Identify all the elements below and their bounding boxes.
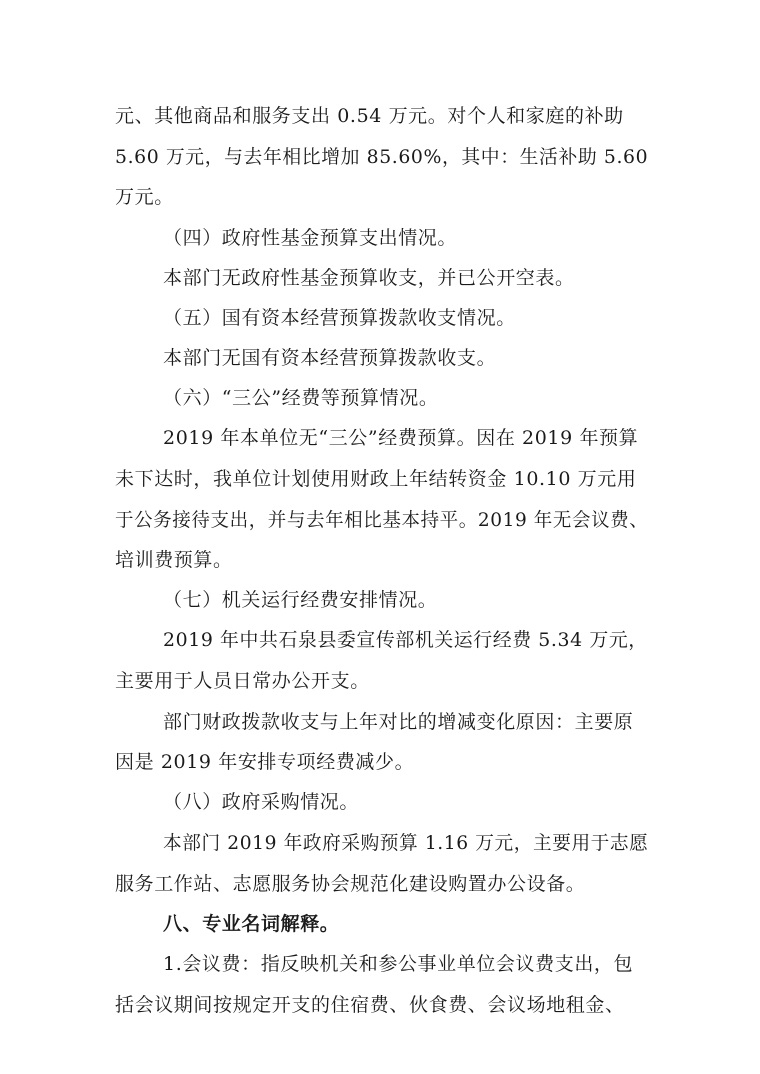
text-line: 未下达时，我单位计划使用财政上年结转资金 10.10 万元用 (115, 468, 637, 490)
text-line: 主要用于人员日常办公开支。 (115, 670, 370, 692)
text-line: 于公务接待支出，并与去年相比基本持平。2019 年无会议费、 (115, 509, 649, 531)
text-line: 本部门无政府性基金预算收支，并已公开空表。 (163, 267, 575, 289)
section-heading-5: （五）国有资本经营预算拨款收支情况。 (163, 307, 516, 329)
section-heading-7: （七）机关运行经费安排情况。 (163, 589, 438, 611)
section-heading-4: （四）政府性基金预算支出情况。 (163, 227, 458, 249)
section-heading-8: （八）政府采购情况。 (163, 791, 360, 813)
text-line: 服务工作站、志愿服务协会规范化建设购置办公设备。 (115, 873, 586, 895)
section-heading-6: （六）“三公”经费等预算情况。 (163, 387, 439, 409)
text-line: 本部门无国有资本经营预算拨款收支。 (163, 347, 497, 369)
text-line: 2019 年中共石泉县委宣传部机关运行经费 5.34 万元， (163, 629, 648, 651)
text-line: 元、其他商品和服务支出 0.54 万元。对个人和家庭的补助 (115, 105, 624, 127)
text-line: 2019 年本单位无“三公”经费预算。因在 2019 年预算 (163, 427, 639, 449)
chapter-heading: 八、专业名词解释。 (163, 913, 340, 935)
text-line: 培训费预算。 (115, 549, 233, 571)
text-line: 括会议期间按规定开支的住宿费、伙食费、会议场地租金、 (115, 994, 625, 1016)
text-line: 万元。 (115, 186, 174, 208)
text-line: 本部门 2019 年政府采购预算 1.16 万元，主要用于志愿 (163, 832, 649, 854)
text-line: 5.60 万元，与去年相比增加 85.60%，其中：生活补助 5.60 (115, 146, 649, 168)
text-line: 部门财政拨款收支与上年对比的增减变化原因：主要原 (163, 711, 634, 733)
text-line: 因是 2019 年安排专项经费减少。 (115, 751, 415, 773)
text-line: 1.会议费：指反映机关和参公事业单位会议费支出，包 (163, 953, 634, 975)
